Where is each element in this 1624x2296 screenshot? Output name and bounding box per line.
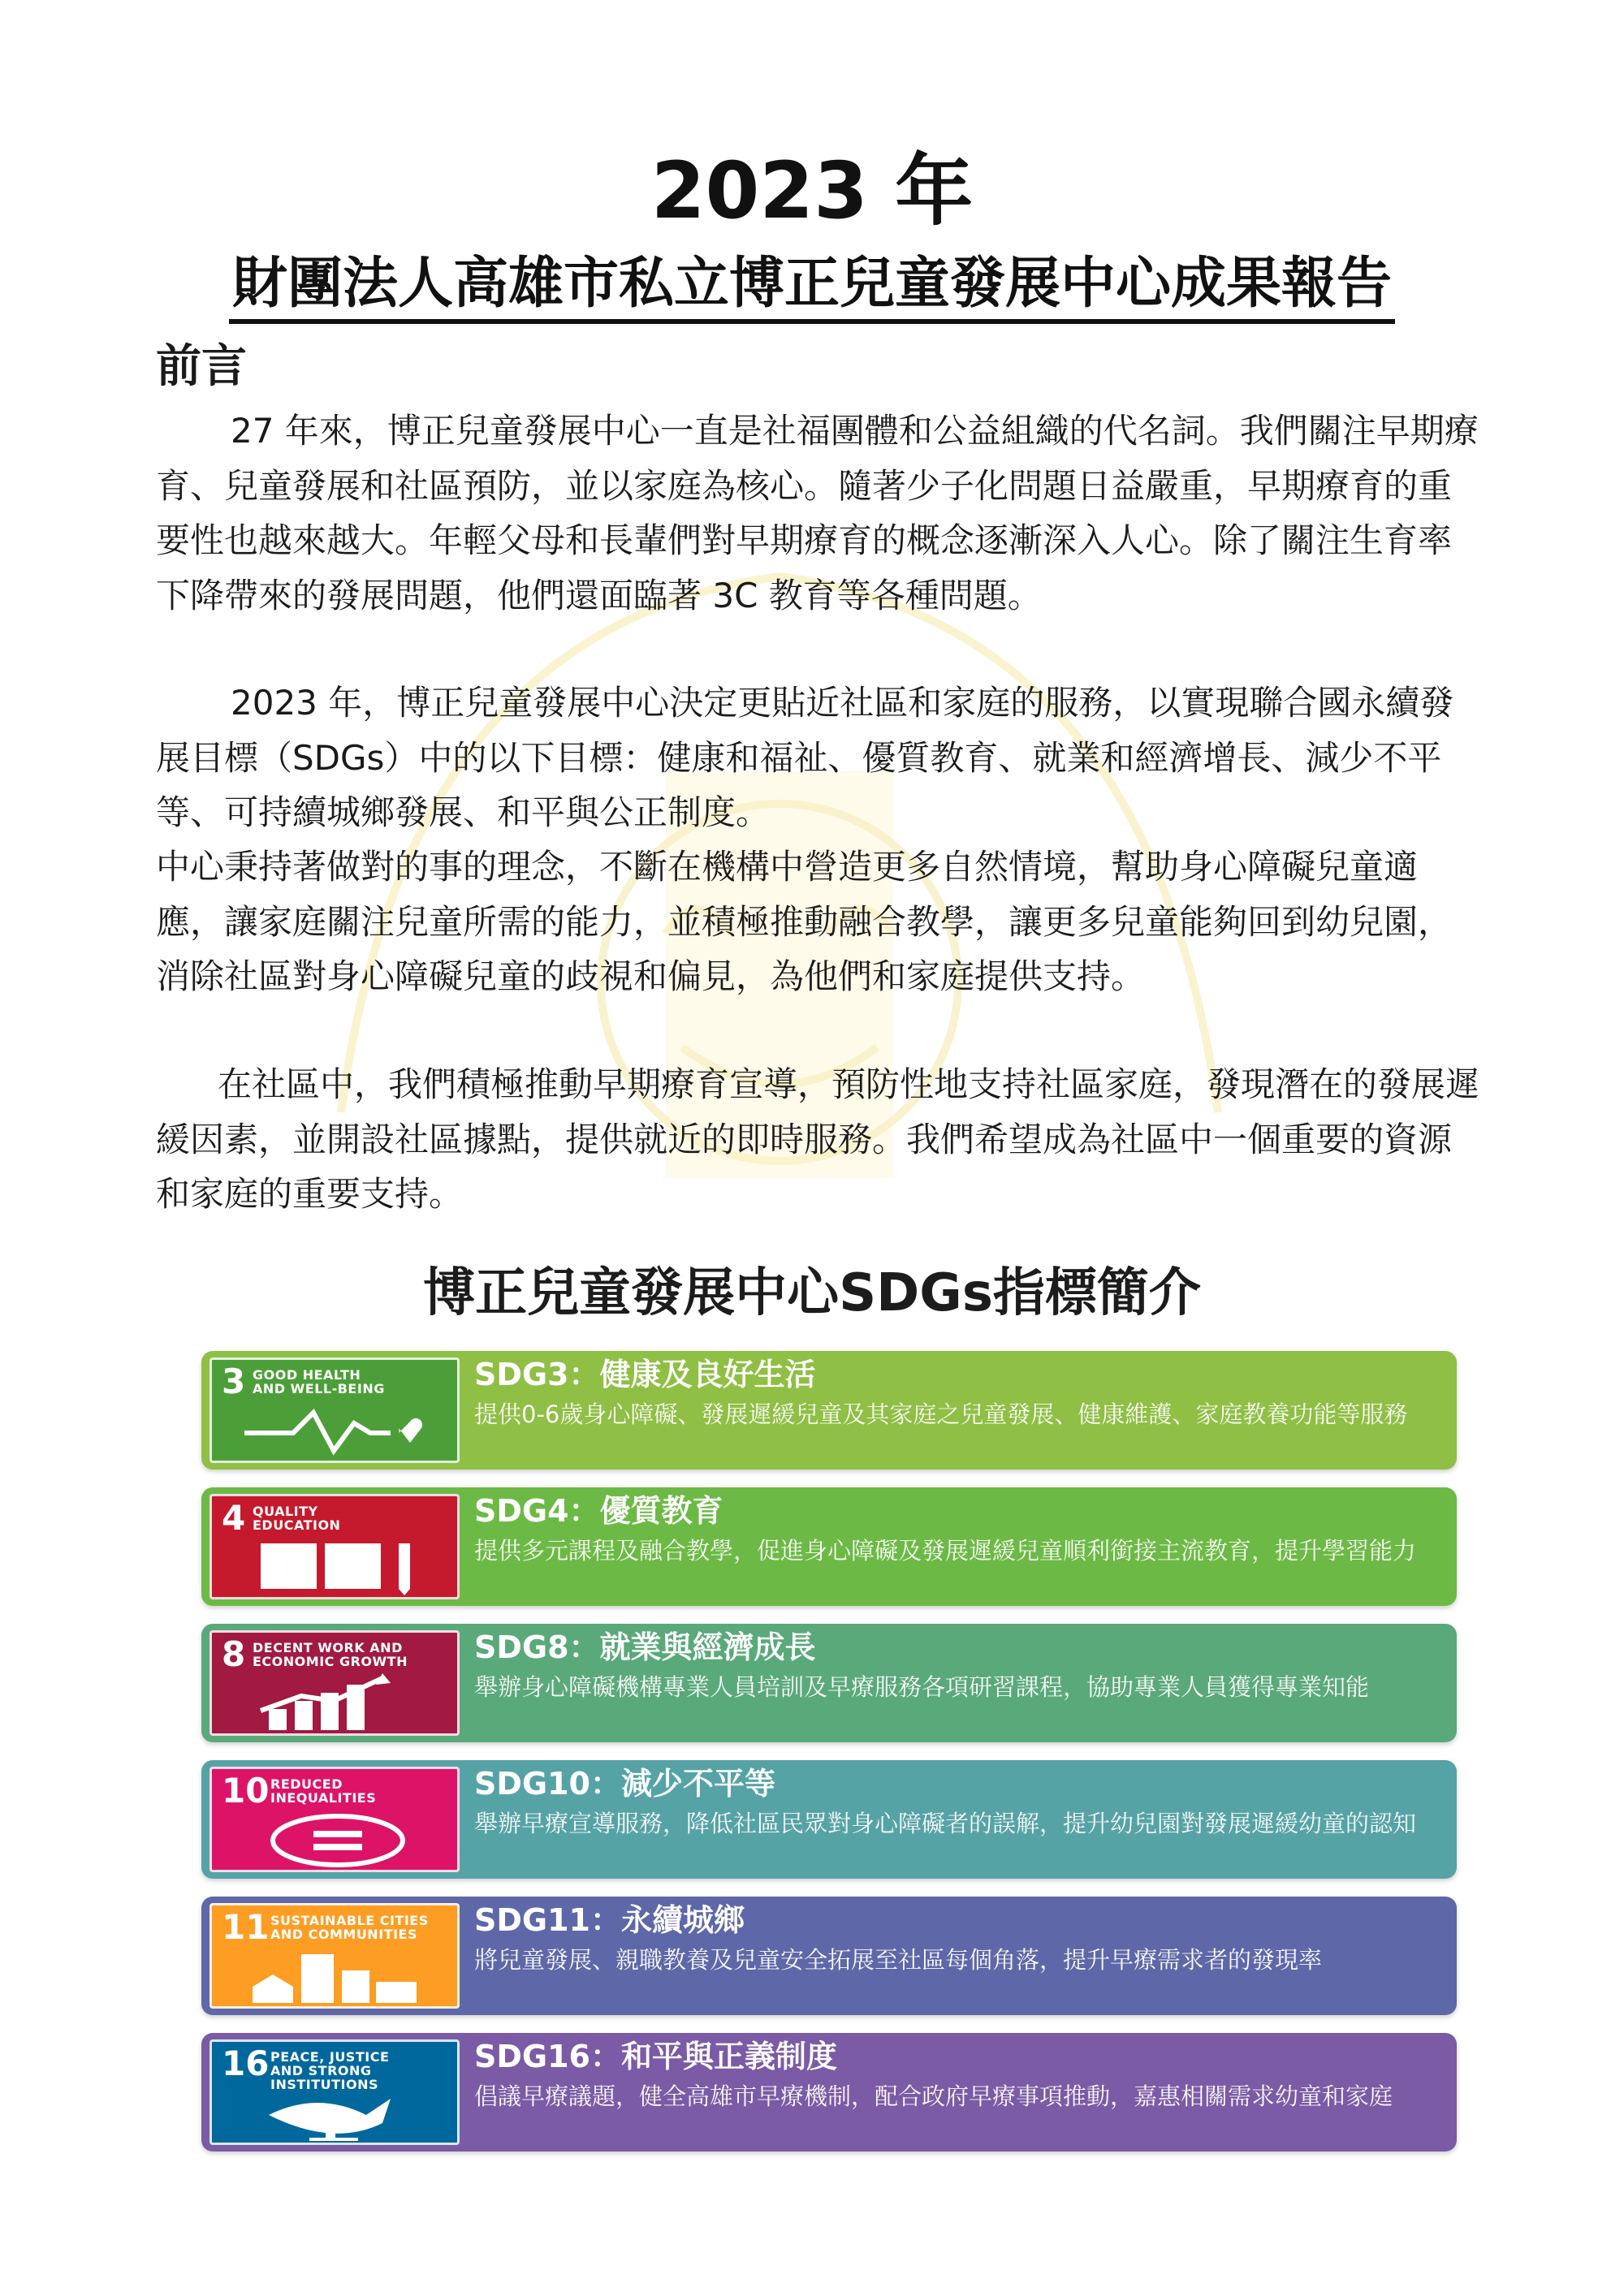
sdg-badge-caption: QUALITY EDUCATION — [253, 1504, 341, 1533]
sdg4-badge — [209, 1494, 460, 1599]
sdg-heading: SDG8：就業與經濟成長 — [474, 1629, 816, 1665]
preface-paragraph-2: 2023 年，博正兒童發展中心決定更貼近社區和家庭的服務，以實現聯合國永續發展目標（SDGs）中的以下目標：健康和福祉、優質教育、就業和經濟增長、減少不平等、可持續城鄉發展、和平與公正制度。 — [156, 683, 1454, 832]
sdg-description: 倡議早療議題，健全高雄市早療機制，配合政府早療事項推動，嘉惠相關需求幼童和家庭 — [474, 2082, 1393, 2110]
sdg-heading: SDG4：優質教育 — [474, 1493, 723, 1529]
sdg-badge-caption: REDUCED INEQUALITIES — [270, 1776, 377, 1806]
sdg-badge-number: 10 — [222, 1771, 270, 1810]
sdg-row-10 — [201, 1760, 1457, 1879]
city-icon — [236, 1946, 439, 2005]
sdg-row-8 — [201, 1624, 1457, 1742]
sdg-description: 舉辦早療宣導服務，降低社區民眾對身心障礙者的誤解，提升幼兒園對發展遲緩幼童的認知 — [474, 1810, 1417, 1837]
preface-heading: 前言 — [156, 340, 247, 393]
sdg-row-3 — [201, 1351, 1457, 1470]
sdg-badge-number: 16 — [222, 2044, 270, 2083]
sdg-heading: SDG3：健康及良好生活 — [474, 1357, 816, 1392]
sdg-heading: SDG10：減少不平等 — [474, 1766, 775, 1802]
sdg11-badge — [209, 1903, 460, 2009]
sdg-description: 提供多元課程及融合教學，促進身心障礙及發展遲緩兒童順利銜接主流教育，提升學習能力 — [474, 1537, 1417, 1564]
preface-paragraph-1: 27 年來，博正兒童發展中心一直是社福團體和公益組織的代名詞。我們關注早期療育、兒童發展和社區預防，並以家庭為核心。隨著少子化問題日益嚴重，早期療育的重要性也越來越大。年輕父母和長輩們對早期療育的概念逐漸深入人心。除了關注生育率下降帶來的發展問題，他們還面臨著 3C 教育等各種問題。 — [156, 411, 1479, 615]
sdg-badge-caption: SUSTAINABLE CITIES AND COMMUNITIES — [270, 1913, 429, 1942]
sdg-row-16 — [201, 2033, 1457, 2151]
sdg-badge-caption: GOOD HEALTH AND WELL-BEING — [253, 1367, 385, 1396]
sdg-section-title: 博正兒童發展中心SDGs指標簡介 — [423, 1263, 1201, 1323]
preface-paragraph-4: 在社區中，我們積極推動早期療育宣導，預防性地支持社區家庭，發現潛在的發展遲緩因素，並開設社區據點，提供就近的即時服務。我們希望成為社區中一個重要的資源和家庭的重要支持。 — [156, 1064, 1480, 1214]
sdg3-badge — [209, 1357, 460, 1463]
report-year-title: 2023 年 — [650, 145, 974, 236]
sdg-heading: SDG16：和平與正義制度 — [474, 2039, 837, 2074]
preface-paragraph-3: 中心秉持著做對的事的理念，不斷在機構中營造更多自然情境，幫助身心障礙兒童適應，讓家庭關注兒童所需的能力，並積極推動融合教學，讓更多兒童能夠回到幼兒園，消除社區對身心障礙兒童的歧視和偏見，為他們和家庭提供支持。 — [156, 847, 1453, 996]
sdg-description: 提供0-6歲身心障礙、發展遲緩兒童及其家庭之兒童發展、健康維護、家庭教養功能等服務 — [474, 1400, 1408, 1428]
sdg-description: 將兒童發展、親職教養及兒童安全拓展至社區每個角落，提升早療需求者的發現率 — [474, 1946, 1323, 1974]
sdg-row-11 — [201, 1897, 1457, 2015]
equality-icon — [236, 1810, 439, 1868]
sdg-badge-number: 3 — [222, 1362, 246, 1401]
heartbeat-icon — [236, 1400, 439, 1459]
growth-chart-icon — [236, 1673, 439, 1732]
book-icon — [236, 1537, 439, 1595]
report-title — [0, 248, 1624, 334]
sdg-badge-number: 4 — [222, 1498, 246, 1538]
sdg8-badge — [209, 1630, 460, 1736]
sdg-badge-number: 8 — [222, 1634, 246, 1674]
sdg-badge-caption: PEACE, JUSTICE AND STRONG INSTITUTIONS — [270, 2049, 390, 2092]
sdg-row-4 — [201, 1487, 1457, 1606]
sdg-badge-caption: DECENT WORK AND ECONOMIC GROWTH — [253, 1640, 408, 1669]
sdg-badge-number: 11 — [222, 1907, 270, 1947]
sdg-description: 舉辦身心障礙機構專業人員培訓及早療服務各項研習課程，協助專業人員獲得專業知能 — [474, 1673, 1370, 1701]
sdg10-badge — [209, 1767, 460, 1872]
sdg16-badge — [209, 2039, 460, 2145]
sdg-heading: SDG11：永續城鄉 — [474, 1902, 745, 1938]
dove-icon — [236, 2082, 439, 2141]
organization-title: 財團法人高雄市私立博正兒童發展中心成果報告 — [229, 252, 1395, 324]
